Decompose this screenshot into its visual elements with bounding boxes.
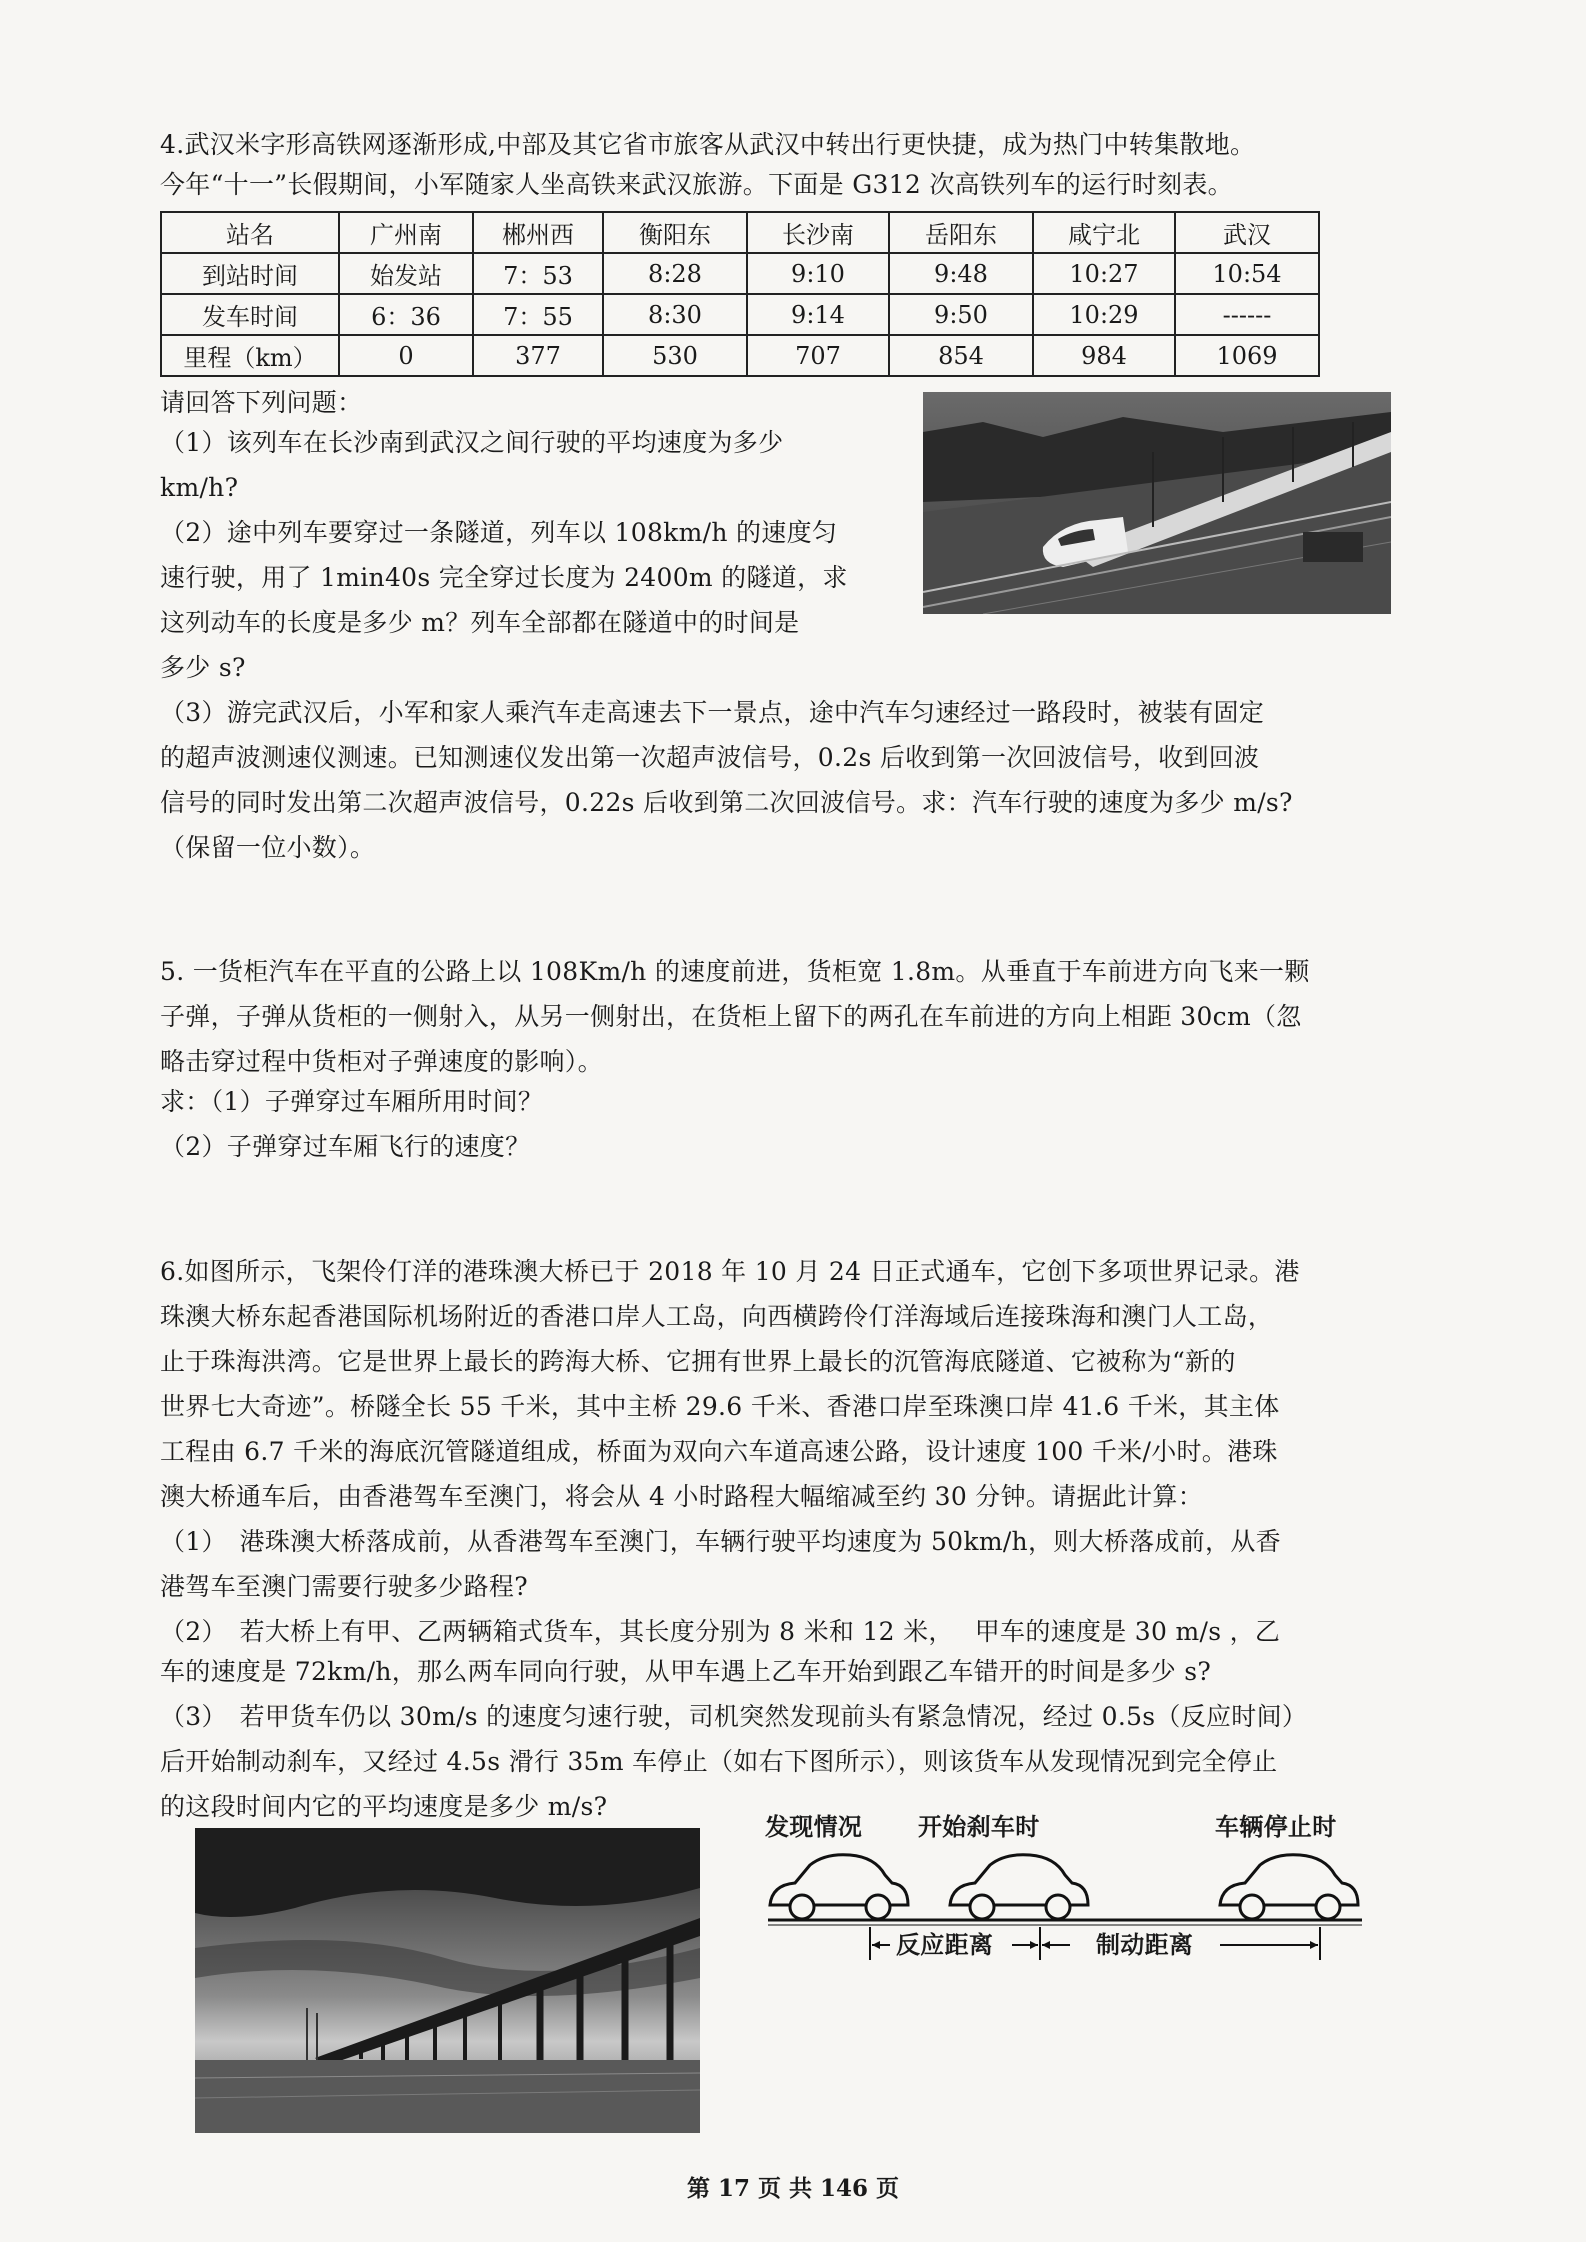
table-cell: 9:14 [747, 294, 889, 335]
q6-sub2-line2: 车的速度是 72km/h，那么两车同向行驶，从甲车遇上乙车开始到跟乙车错开的时间是多少 s? [160, 1657, 1212, 1686]
q5-line5: （2）子弹穿过车厢飞行的速度？ [160, 1132, 531, 1161]
q4-sub1-line1: （1）该列车在长沙南到武汉之间行驶的平均速度为多少 [160, 428, 784, 457]
q6-line5: 工程由 6.7 千米的海底沉管隧道组成，桥面为双向六车道高速公路，设计速度 100 千米/小时。港珠 [160, 1437, 1278, 1466]
table-cell: 530 [603, 335, 747, 376]
table-header-cell: 衡阳东 [603, 212, 747, 253]
q4-sub1-line2: km/h? [160, 473, 239, 502]
q4-intro-line1: 4.武汉米字形高铁网逐渐形成,中部及其它省市旅客从武汉中转出行更快捷，成为热门中转集散地。 [160, 130, 1256, 159]
q5-line3: 略击穿过程中货柜对子弹速度的影响）。 [160, 1047, 603, 1076]
q6-line6: 澳大桥通车后，由香港驾车至澳门，将会从 4 小时路程大幅缩减至约 30 分钟。请据此计算： [160, 1482, 1204, 1511]
table-cell: 984 [1033, 335, 1175, 376]
q5-line4: 求：（1）子弹穿过车厢所用时间？ [160, 1087, 544, 1116]
table-row [161, 253, 1319, 294]
q6-line3: 止于珠海洪湾。它是世界上最长的跨海大桥、它拥有世界上最长的沉管海底隧道、它被称为“新的 [160, 1347, 1236, 1376]
label-start-braking: 开始刹车时 [918, 1813, 1040, 1841]
table-cell: 7：53 [473, 253, 603, 294]
q6-sub3-line3: 的这段时间内它的平均速度是多少 m/s? [160, 1792, 608, 1821]
table-cell: 0 [339, 335, 473, 376]
q6-line1: 6.如图所示，飞架伶仃洋的港珠澳大桥已于 2018 年 10 月 24 日正式通车，它创下多项世界记录。港 [160, 1257, 1300, 1286]
table-header-cell: 郴州西 [473, 212, 603, 253]
high-speed-train-photo [923, 392, 1391, 614]
q4-intro-line2: 今年“十一”长假期间，小军随家人坐高铁来武汉旅游。下面是 G312 次高铁列车的运行时刻表。 [160, 170, 1233, 199]
table-cell: 9:50 [889, 294, 1033, 335]
q4-sub3-line2: 的超声波测速仪测速。已知测速仪发出第一次超声波信号，0.2s 后收到第一次回波信号，收到回波 [160, 743, 1260, 772]
table-header-cell: 站名 [161, 212, 339, 253]
car-icon [770, 1855, 908, 1919]
page-footer: 第 17 页 共 146 页 [686, 2175, 900, 2202]
table-cell: 1069 [1175, 335, 1319, 376]
q6-sub1-line2: 港驾车至澳门需要行驶多少路程? [160, 1572, 528, 1601]
q6-sub3-line1: （3） 若甲货车仍以 30m/s 的速度匀速行驶，司机突然发现前头有紧急情况，经过 0.5s（反应时间） [160, 1702, 1308, 1731]
table-cell: 到站时间 [161, 253, 339, 294]
label-vehicle-stopped: 车辆停止时 [1215, 1813, 1337, 1841]
table-cell: 9:10 [747, 253, 889, 294]
table-cell: 377 [473, 335, 603, 376]
q4-sub3-line4: （保留一位小数）。 [160, 833, 376, 862]
q4-sub2-line2: 速行驶，用了 1min40s 完全穿过长度为 2400m 的隧道，求 [160, 563, 848, 592]
table-cell: ------ [1175, 294, 1319, 335]
q4-sub2-line1: （2）途中列车要穿过一条隧道，列车以 108km/h 的速度匀 [160, 518, 838, 547]
table-cell: 10:54 [1175, 253, 1319, 294]
table-cell: 8:28 [603, 253, 747, 294]
table-cell: 10:29 [1033, 294, 1175, 335]
table-cell: 里程（km） [161, 335, 339, 376]
q6-sub1-line1: （1） 港珠澳大桥落成前，从香港驾车至澳门，车辆行驶平均速度为 50km/h，则大桥落成前，从香 [160, 1527, 1281, 1556]
table-header-cell: 广州南 [339, 212, 473, 253]
table-cell: 发车时间 [161, 294, 339, 335]
table-cell: 7：55 [473, 294, 603, 335]
label-braking-distance: 制动距离 [1096, 1931, 1194, 1959]
table-header-cell: 咸宁北 [1033, 212, 1175, 253]
table-header-cell: 岳阳东 [889, 212, 1033, 253]
table-row [161, 294, 1319, 335]
q6-line4: 世界七大奇迹”。桥隧全长 55 千米，其中主桥 29.6 千米、香港口岸至珠澳口岸 41.6 千米，其主体 [160, 1392, 1280, 1421]
q4-sub3-line1: （3）游完武汉后，小军和家人乘汽车走高速去下一景点，途中汽车匀速经过一路段时，被装有固定 [160, 698, 1265, 727]
table-cell: 始发站 [339, 253, 473, 294]
q6-sub2-line1: （2） 若大桥上有甲、乙两辆箱式货车，其长度分别为 8 米和 12 米， 甲车的速度是 30 m/s ，乙 [160, 1617, 1281, 1646]
braking-diagram [750, 1795, 1370, 1995]
label-discover: 发现情况 [765, 1813, 863, 1841]
car-icon [1220, 1855, 1358, 1919]
q4-sub2-line3: 这列动车的长度是多少 m？列车全部都在隧道中的时间是 [160, 608, 800, 637]
table-header-cell: 长沙南 [747, 212, 889, 253]
bridge-photo [195, 1828, 700, 2133]
train-timetable [160, 211, 1320, 377]
table-row [161, 212, 1319, 253]
table-header-cell: 武汉 [1175, 212, 1319, 253]
q6-sub3-line2: 后开始制动刹车，又经过 4.5s 滑行 35m 车停止（如右下图所示），则该货车从发现情况到完全停止 [160, 1747, 1278, 1776]
q4-sub3-line3: 信号的同时发出第二次超声波信号，0.22s 后收到第二次回波信号。求：汽车行驶的速度为多少 m/s? [160, 788, 1293, 817]
table-cell: 10:27 [1033, 253, 1175, 294]
car-icon [950, 1855, 1088, 1919]
table-cell: 854 [889, 335, 1033, 376]
q5-line2: 子弹，子弹从货柜的一侧射入，从另一侧射出，在货柜上留下的两孔在车前进的方向上相距 30cm（忽 [160, 1002, 1302, 1031]
table-cell: 6：36 [339, 294, 473, 335]
q6-line2: 珠澳大桥东起香港国际机场附近的香港口岸人工岛，向西横跨伶仃洋海域后连接珠海和澳门人工岛， [160, 1302, 1274, 1331]
label-reaction-distance: 反应距离 [896, 1931, 994, 1959]
q5-line1: 5. 一货柜汽车在平直的公路上以 108Km/h 的速度前进，货柜宽 1.8m。从垂直于车前进方向飞来一颗 [160, 957, 1310, 986]
table-cell: 8:30 [603, 294, 747, 335]
q4-prompt: 请回答下列问题： [160, 388, 363, 417]
table-cell: 9:48 [889, 253, 1033, 294]
table-row [161, 335, 1319, 376]
table-cell: 707 [747, 335, 889, 376]
q4-sub2-line4: 多少 s? [160, 653, 246, 682]
